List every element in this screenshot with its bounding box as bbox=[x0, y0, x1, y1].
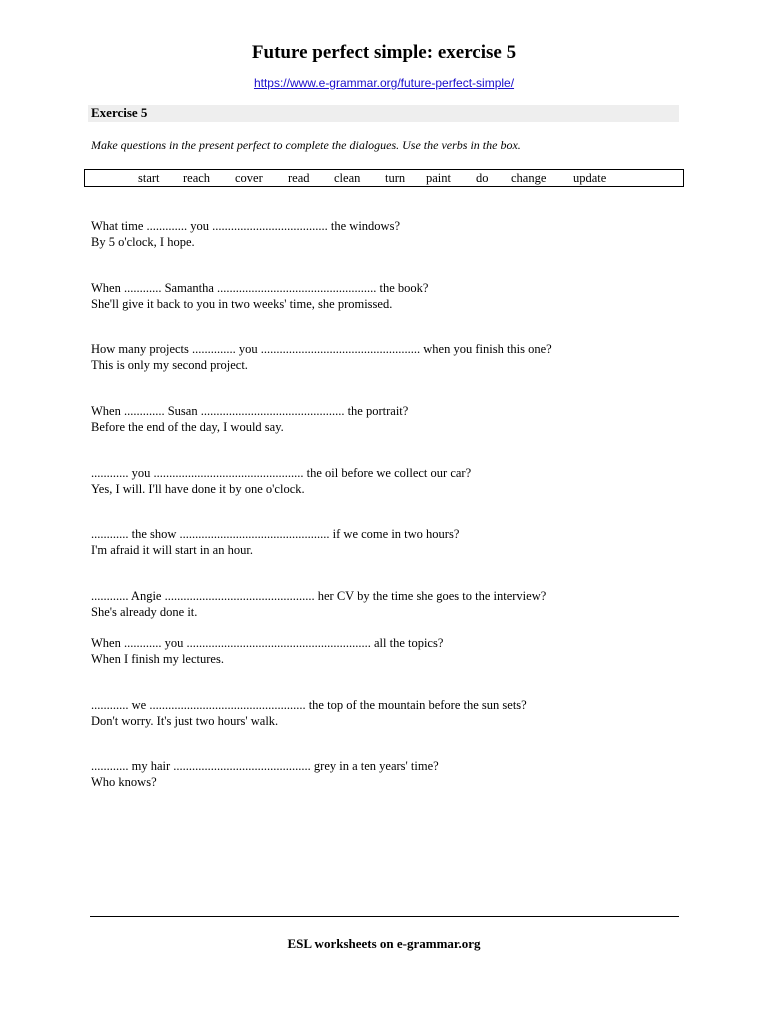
dialogue-item bbox=[91, 758, 439, 790]
verb-turn: turn bbox=[385, 171, 406, 185]
exercise-heading: Exercise 5 bbox=[91, 105, 148, 120]
dialogue-question: ............ you ................................................ the oil before we collect our car? bbox=[91, 466, 472, 480]
dialogue-answer: She's already done it. bbox=[91, 605, 198, 619]
verb-paint: paint bbox=[426, 171, 451, 185]
dialogue-item bbox=[91, 697, 527, 729]
dialogue-question: ............ Angie ................................................ her CV by the time she goes to the interview? bbox=[91, 589, 547, 603]
dialogue-question: ............ my hair ............................................ grey in a ten years' time? bbox=[91, 759, 439, 773]
dialogue-question: When ............. Susan .............................................. the portrait? bbox=[91, 404, 409, 418]
dialogue-question: ............ we .................................................. the top of the mountain before the sun sets? bbox=[91, 698, 527, 712]
dialogue-question: What time ............. you ..................................... the windows? bbox=[91, 219, 400, 233]
verb-read: read bbox=[288, 171, 310, 185]
dialogue-item bbox=[91, 526, 459, 558]
dialogue-answer: When I finish my lectures. bbox=[91, 652, 224, 666]
dialogue-item bbox=[91, 403, 408, 435]
verb-change: change bbox=[511, 171, 547, 185]
dialogue-item bbox=[91, 341, 552, 373]
dialogue-answer: I'm afraid it will start in an hour. bbox=[91, 543, 253, 557]
dialogue-question: When ............ you ........................................................... all the topics? bbox=[91, 636, 444, 650]
dialogue-item bbox=[91, 588, 546, 620]
verb-start: start bbox=[138, 171, 160, 185]
source-link[interactable]: https://www.e-grammar.org/future-perfect-simple/ bbox=[253, 76, 515, 90]
dialogue-question: How many projects .............. you ................................................... when you finish this one? bbox=[91, 342, 552, 356]
verb-clean: clean bbox=[334, 171, 361, 185]
page-title: Future perfect simple: exercise 5 bbox=[251, 42, 517, 63]
dialogue-item bbox=[91, 218, 400, 250]
verb-cover: cover bbox=[235, 171, 263, 185]
footer-text: ESL worksheets on e-grammar.org bbox=[287, 936, 481, 951]
dialogue-question: When ............ Samantha ................................................... the book? bbox=[91, 281, 429, 295]
dialogue-answer: Who knows? bbox=[91, 775, 157, 789]
dialogue-item bbox=[91, 465, 471, 497]
dialogue-answer: By 5 o'clock, I hope. bbox=[91, 235, 195, 249]
dialogue-answer: This is only my second project. bbox=[91, 358, 248, 372]
dialogue-answer: Before the end of the day, I would say. bbox=[91, 420, 284, 434]
dialogue-item bbox=[91, 280, 428, 312]
dialogue-item bbox=[91, 635, 443, 667]
verb-update: update bbox=[573, 171, 607, 185]
exercise-heading-bar bbox=[88, 105, 679, 122]
footer-divider bbox=[90, 916, 679, 917]
exercise-instructions: Make questions in the present perfect to complete the dialogues. Use the verbs in the box. bbox=[91, 138, 521, 152]
dialogue-answer: Don't worry. It's just two hours' walk. bbox=[91, 714, 279, 728]
dialogue-answer: She'll give it back to you in two weeks' time, she promissed. bbox=[91, 297, 393, 311]
verb-reach: reach bbox=[183, 171, 211, 185]
dialogue-question: ............ the show ................................................ if we come in two hours? bbox=[91, 527, 460, 541]
dialogue-answer: Yes, I will. I'll have done it by one o'clock. bbox=[91, 482, 305, 496]
verb-do: do bbox=[476, 171, 489, 185]
verb-box bbox=[84, 169, 684, 187]
